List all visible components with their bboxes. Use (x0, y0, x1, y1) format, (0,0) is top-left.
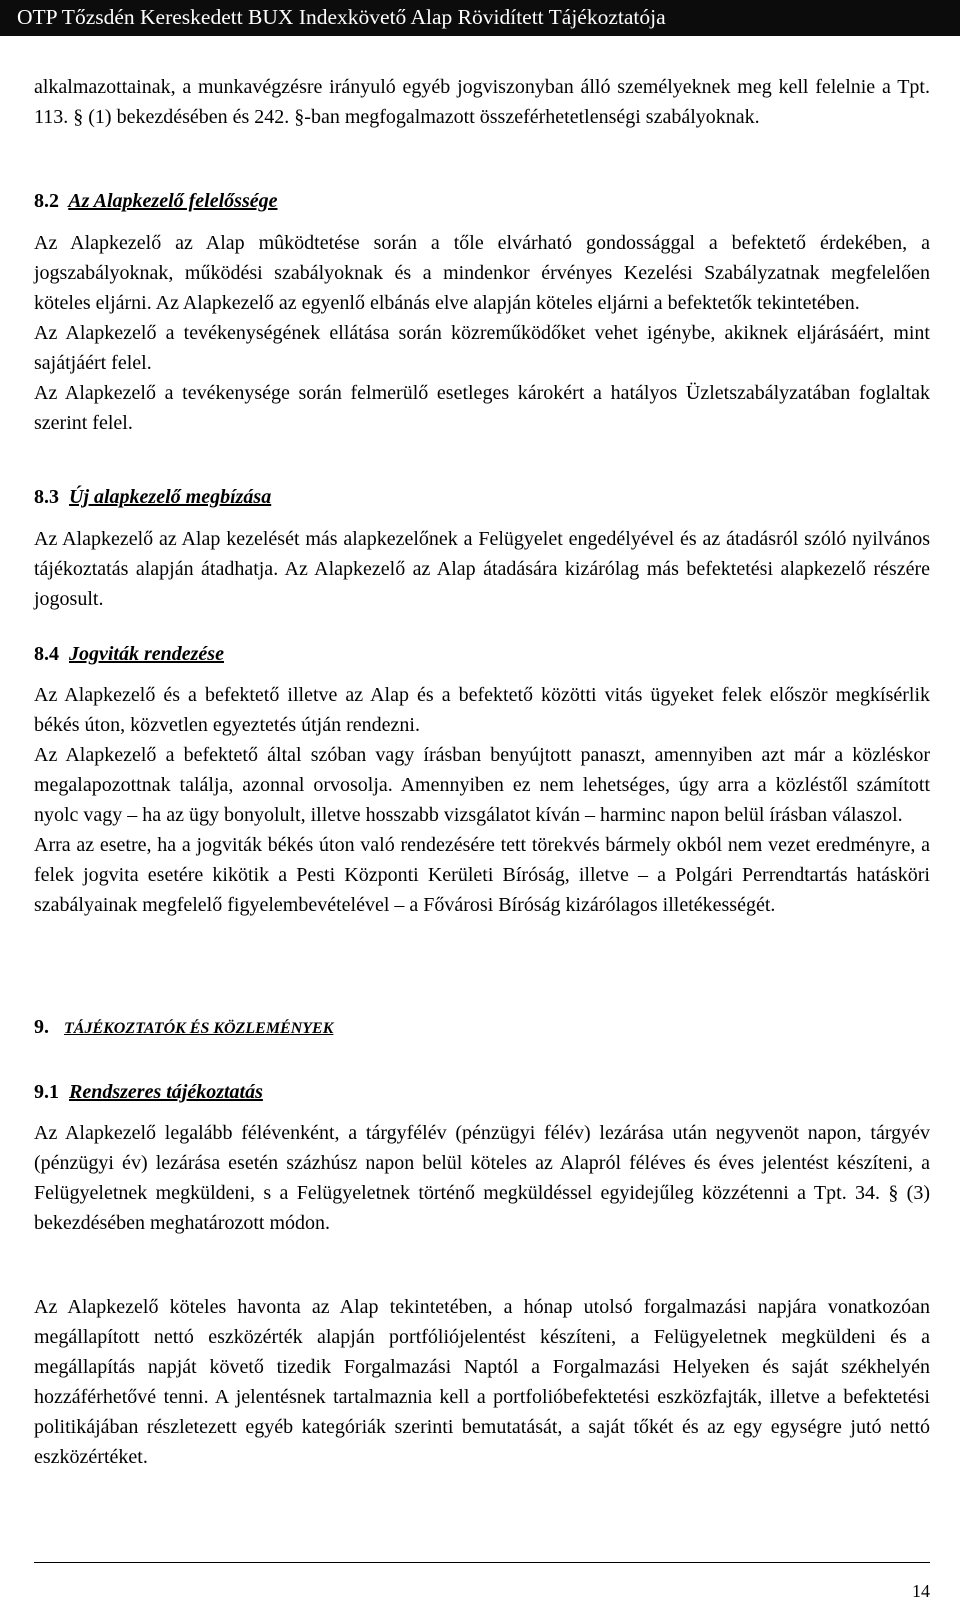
section-8-2-heading (34, 186, 930, 216)
document-title: OTP Tőzsdén Kereskedett BUX Indexkövető Alap Rövidített Tájékoztatója (17, 5, 666, 29)
section-9-1-body-1 (34, 1118, 930, 1238)
section-8-4-body (34, 680, 930, 920)
section-8-4-heading (34, 639, 930, 669)
section-title: Az Alapkezelő felelőssége (68, 190, 278, 212)
section-9-1-heading (34, 1077, 930, 1107)
page-number: 14 (912, 1581, 930, 1601)
document-header (0, 0, 960, 36)
section-title: TÁJÉKOZTATÓK ÉS KÖZLEMÉNYEK (64, 1020, 334, 1037)
section-9-1 (34, 1077, 930, 1107)
section-9 (34, 1012, 930, 1044)
paragraph: Az Alapkezelő a befektető által szóban vagy írásban benyújtott panaszt, amennyiben azt már a közléskor megalapozottnak találja, azonnal orvosolja. Amennyiben ez nem lehetséges, úgy arra a közléstől számított nyolc vagy – ha az ügy bonyolult, illetve hosszabb vizsgálatot kíván – harminc napon belül írásban válaszol. (34, 744, 930, 826)
paragraph: Az Alapkezelő legalább félévenként, a tárgyfélév (pénzügyi félév) lezárása után negyvenöt napon, tárgyév (pénzügyi év) lezárása esetén százhúsz napon belül köteles az Alapról féléves és éves jelentést készíteni, a Felügyeletnek megküldeni, s a Felügyeletnek történő megküldéssel egyidejűleg közzétenni a Tpt. 34. § (3) bekezdésében meghatározott módon. (34, 1122, 930, 1234)
paragraph: Az Alapkezelő köteles havonta az Alap tekintetében, a hónap utolsó forgalmazási napjára vonatkozóan megállapított nettó eszközérték alapján portfóliójelentést készíteni, a Felügyeletnek megküldeni és a megállapítás napját követő tizedik Forgalmazási Naptól a Forgalmazási Helyeken és saját székhelyén hozzáférhetővé tenni. A jelentésnek tartalmaznia kell a portfolióbefektetési eszközfajták, illetve a befektetési politikájában részletezett egyéb kategóriák szerinti bemutatását, a saját tőkét és az egy egységre jutó nettó eszközértéket. (34, 1296, 930, 1468)
footer-divider (34, 1562, 930, 1563)
section-8-2-body (34, 228, 930, 438)
intro-paragraph: alkalmazottainak, a munkavégzésre irányuló egyéb jogviszonyban álló személyeknek meg kell felelnie a Tpt. 113. § (1) bekezdésében és 242. §-ban megfogalmazott összeférhetetlenségi szabályoknak. (34, 76, 930, 128)
section-number: 8.3 (34, 486, 59, 508)
paragraph: Az Alapkezelő az Alap mûködtetése során a tőle elvárható gondossággal a befektető érdekében, a jogszabályoknak, működési szabályoknak és a mindenkor érvényes Kezelési Szabályzatnak megfelelően köteles eljárni. Az Alapkezelő az egyenlő elbánás elve alapján köteles eljárni a befektetők tekintetében. (34, 232, 930, 314)
intro-block (34, 72, 930, 132)
section-number: 8.2 (34, 190, 59, 212)
section-number: 9.1 (34, 1081, 59, 1103)
section-number: 8.4 (34, 643, 59, 665)
paragraph: Az Alapkezelő a tevékenysége során felmerülő esetleges károkért a hatályos Üzletszabályzatában foglaltak szerint felel. (34, 382, 930, 434)
section-8-2 (34, 186, 930, 216)
section-9-heading (34, 1012, 930, 1044)
section-8-3-body (34, 524, 930, 614)
paragraph: Az Alapkezelő a tevékenységének ellátása során közreműködőket vehet igénybe, akiknek eljárásáért, mint sajátjáért felel. (34, 322, 930, 374)
section-8-3-heading (34, 482, 930, 512)
section-9-1-body-2 (34, 1292, 930, 1472)
paragraph: Az Alapkezelő az Alap kezelését más alapkezelőnek a Felügyelet engedélyével és az átadásról szóló nyilvános tájékoztatás alapján átadhatja. Az Alapkezelő az Alap átadására kizárólag más befektetési alapkezelő részére jogosult. (34, 528, 930, 610)
section-8-4 (34, 639, 930, 669)
paragraph: Arra az esetre, ha a jogviták békés úton való rendezésére tett törekvés bármely okból nem vezet eredményre, a felek jogvita esetére kikötik a Pesti Központi Kerületi Bíróság, illetve – a Polgári Perrendtartás hatásköri szabályainak megfelelő figyelembevételével – a Fővárosi Bíróság kizárólagos illetékességét. (34, 834, 930, 916)
section-number: 9. (34, 1016, 49, 1038)
section-title: Új alapkezelő megbízása (69, 486, 272, 508)
section-title: Rendszeres tájékoztatás (69, 1081, 263, 1103)
section-8-3 (34, 482, 930, 512)
section-title: Jogviták rendezése (69, 643, 224, 665)
paragraph: Az Alapkezelő és a befektető illetve az Alap és a befektető közötti vitás ügyeket felek először megkísérlik békés úton, közvetlen egyeztetés útján rendezni. (34, 684, 930, 736)
